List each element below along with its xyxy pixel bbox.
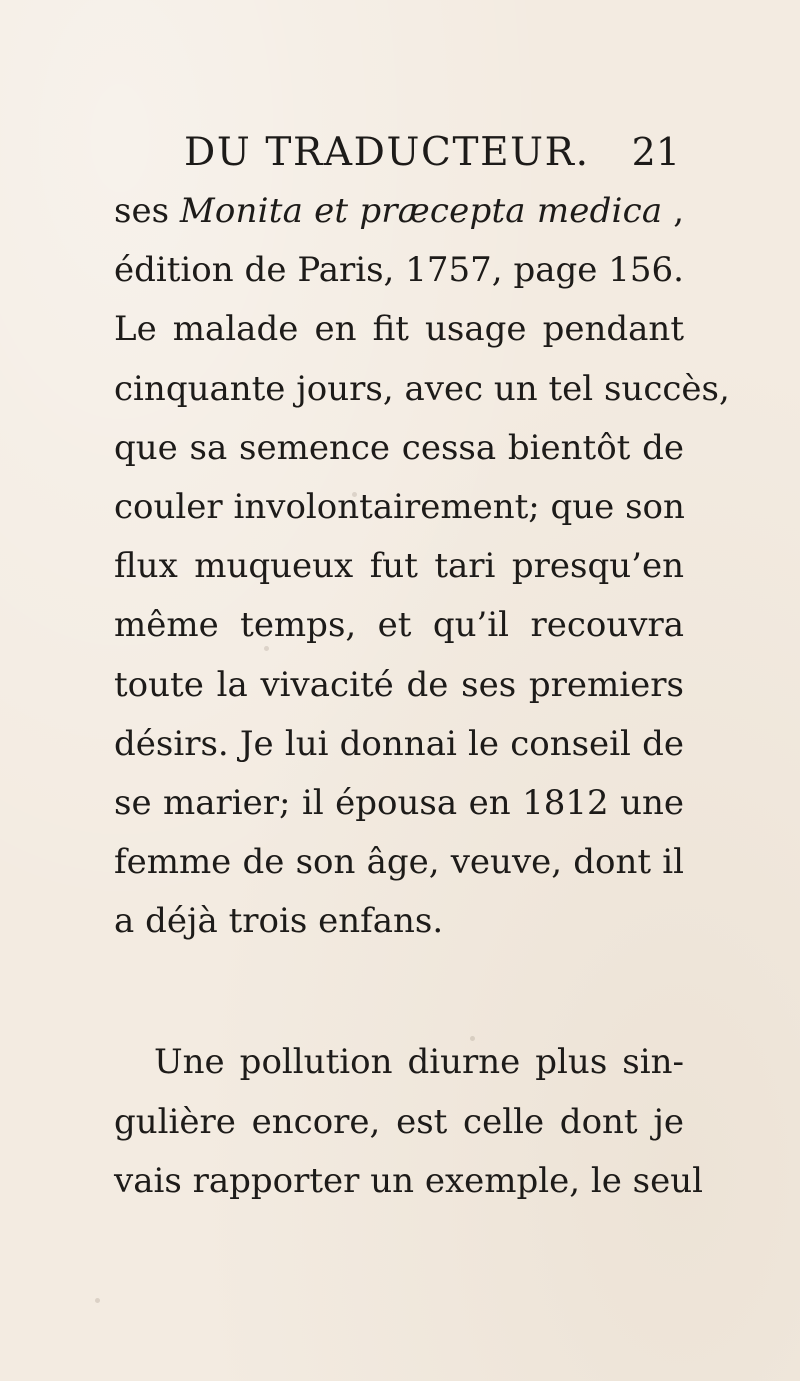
text-line-11: se marier; il épousa en 1812 une: [114, 782, 684, 823]
text-line-3: Le malade en fit usage pendant: [114, 309, 684, 350]
paper-speck: [95, 1298, 100, 1303]
text-line-8: même temps, et qu’il recouvra: [114, 605, 684, 646]
cited-title: Monita et præcepta medica: [179, 191, 663, 231]
text-line-14: Une pollution diurne plus sin-: [154, 1042, 684, 1083]
text-line-1-prefix: ses: [114, 191, 180, 231]
text-line-4: cinquante jours, avec un tel succès,: [114, 368, 730, 409]
text-line-16: vais rapporter un exemple, le seul: [114, 1160, 704, 1201]
text-line-7: flux muqueux fut tari presqu’en: [114, 546, 684, 587]
text-line-10: désirs. Je lui donnai le conseil de: [114, 723, 684, 764]
text-line-12: femme de son âge, veuve, dont il: [114, 842, 684, 883]
text-line-6: couler involontairement; que son: [114, 486, 685, 527]
paper-speck: [352, 492, 357, 497]
page-number: 21: [631, 130, 680, 174]
text-line-1-suffix: ,: [662, 191, 684, 231]
paper-speck: [264, 646, 269, 651]
text-line-5: que sa semence cessa bientôt de: [114, 427, 684, 468]
text-line-13: a déjà trois enfans.: [114, 901, 444, 942]
paragraph-gap: [114, 951, 684, 1033]
running-title: DU TRADUCTEUR.: [184, 129, 590, 175]
text-line-1: [114, 182, 684, 241]
text-line-2: édition de Paris, 1757, page 156.: [114, 250, 684, 291]
text-line-15: gulière encore, est celle dont je: [114, 1101, 684, 1142]
text-line-9: toute la vivacité de ses premiers: [114, 664, 684, 705]
running-head: [184, 128, 680, 176]
paper-speck: [470, 1036, 475, 1041]
body-text: [114, 182, 730, 1211]
